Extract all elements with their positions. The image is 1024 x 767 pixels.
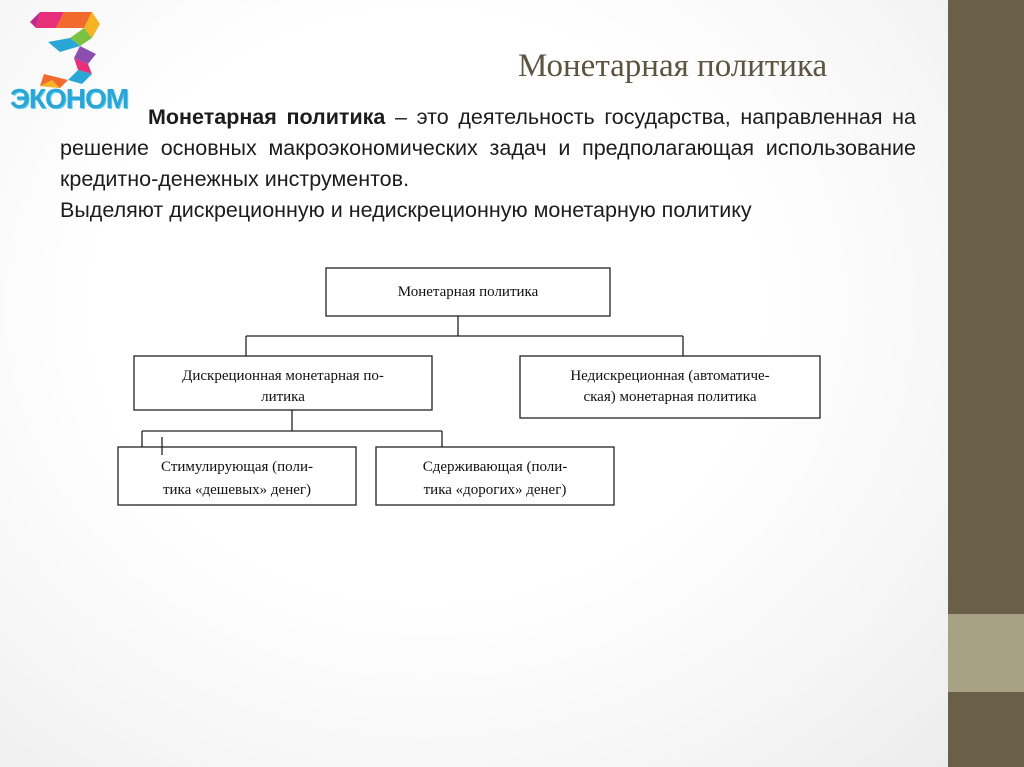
classification-line: Выделяют дискреционную и недискреционную монетарную политику [60,198,752,222]
root-label: Монетарная политика [397,284,539,300]
sidebar-accent-block [948,614,1024,692]
non-discretionary-box [520,356,820,418]
non-discretionary-label-line1: Недискреционная (автоматиче- [570,368,770,384]
non-discretionary-label-line2: ская) монетарная политика [583,389,757,405]
stimulating-label-line2: тика «дешевых» денег) [162,482,312,498]
definition-body: – это деятельность государства, направленная на решение основных макроэкономических задач и предполагающая использование кредитно-денежных инструментов. [60,105,916,191]
logo-text: ЭКОНОМ [10,83,129,114]
restraining-label-line2: тика «дорогих» денег) [423,482,567,498]
discretionary-label-line1: Дискреционная монетарная по- [182,368,384,384]
definition-term: Монетарная политика [148,105,386,129]
restraining-label-line1: Сдерживающая (поли- [422,459,568,475]
page-title: Монетарная политика [518,48,828,84]
discretionary-label-line2: литика [261,389,305,405]
stimulating-label-line1: Стимулирующая (поли- [161,459,313,475]
